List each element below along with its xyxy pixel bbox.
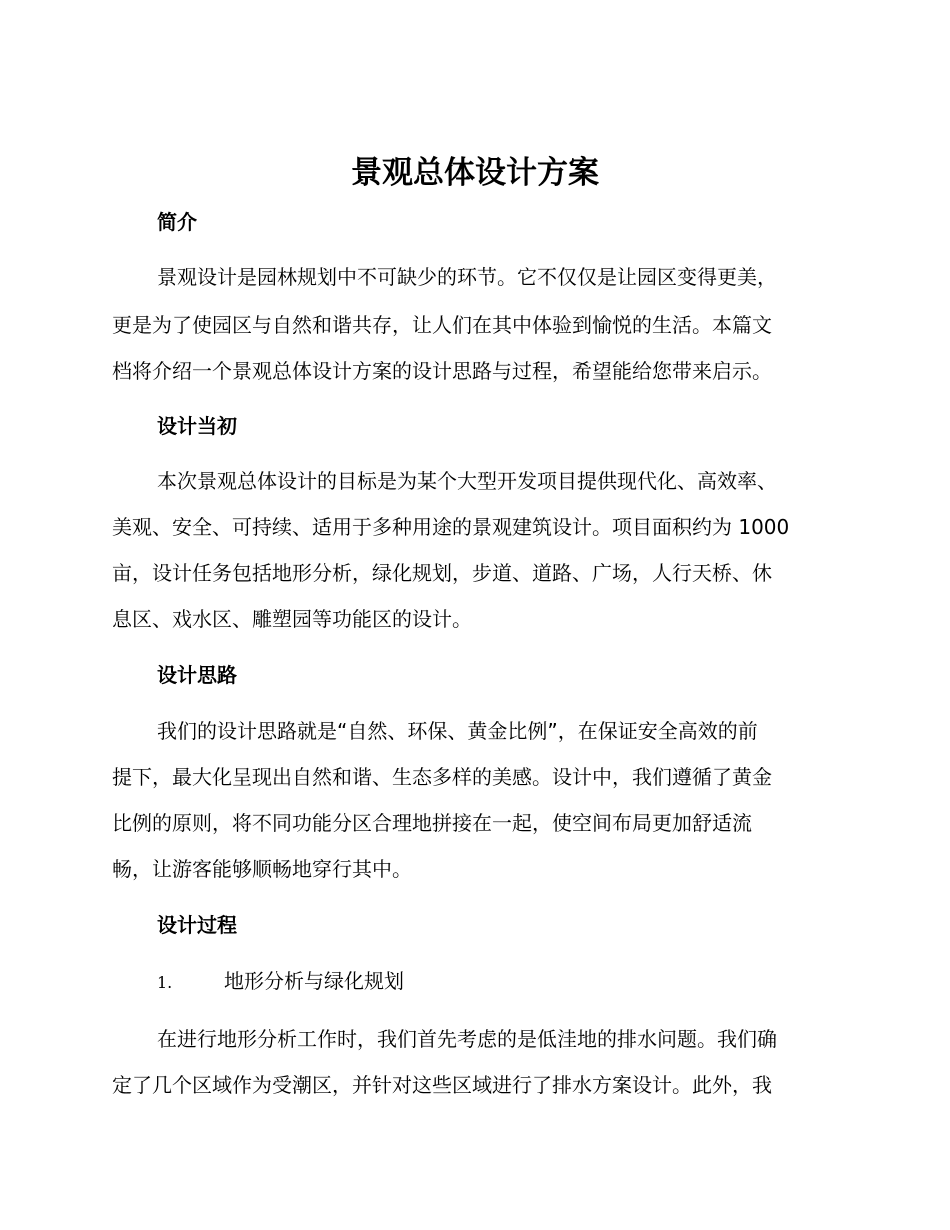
paragraph-line: 定了几个区域作为受潮区，并针对这些区域进行了排水方案设计。此外，我: [112, 1073, 772, 1097]
paragraph-line: 档将介绍一个景观总体设计方案的设计思路与过程，希望能给您带来启示。: [112, 359, 772, 383]
section-heading-design-process: 设计过程: [157, 913, 237, 937]
paragraph-line: 息区、戏水区、雕塑园等功能区的设计。: [112, 607, 472, 631]
paragraph-line: 在进行地形分析工作时，我们首先考虑的是低洼地的排水问题。我们确: [157, 1027, 777, 1051]
paragraph-line: 本次景观总体设计的目标是为某个大型开发项目提供现代化、高效率、: [157, 469, 777, 493]
section-heading-design-origin: 设计当初: [157, 414, 237, 438]
list-item-text: 地形分析与绿化规划: [224, 969, 404, 993]
paragraph-line: 提下，最大化呈现出自然和谐、生态多样的美感。设计中，我们遵循了黄金: [112, 765, 772, 789]
section-heading-intro: 简介: [157, 210, 197, 234]
paragraph-line: 更是为了使园区与自然和谐共存，让人们在其中体验到愉悦的生活。本篇文: [112, 313, 772, 337]
paragraph-line: 美观、安全、可持续、适用于多种用途的景观建筑设计。项目面积约为 1000: [112, 515, 790, 539]
paragraph-line: 亩，设计任务包括地形分析，绿化规划，步道、道路、广场，人行天桥、休: [112, 561, 772, 585]
paragraph-line: 景观设计是园林规划中不可缺少的环节。它不仅仅是让园区变得更美，: [157, 265, 777, 289]
paragraph-line: 我们的设计思路就是“自然、环保、黄金比例”，在保证安全高效的前: [157, 719, 758, 743]
document-title: 景观总体设计方案: [351, 155, 599, 191]
paragraph-line: 比例的原则，将不同功能分区合理地拼接在一起，使空间布局更加舒适流: [112, 811, 752, 835]
list-item-number: 1.: [157, 973, 173, 992]
section-heading-design-approach: 设计思路: [157, 663, 237, 687]
paragraph-line: 畅，让游客能够顺畅地穿行其中。: [112, 857, 412, 881]
